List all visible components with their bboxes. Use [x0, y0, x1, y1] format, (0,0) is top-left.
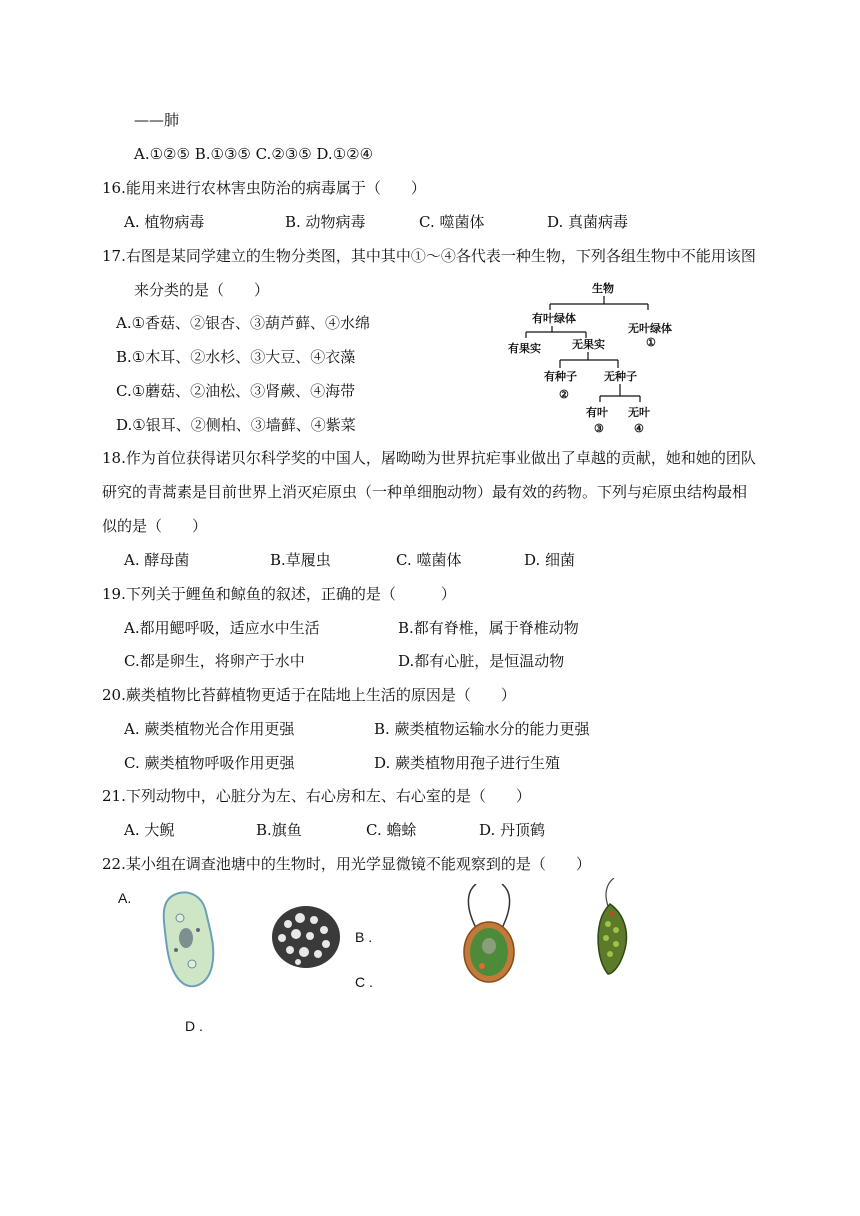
q19-option-b: B.都有脊椎，属于脊椎动物 [398, 619, 579, 637]
q16-option-d: D. 真菌病毒 [547, 213, 629, 231]
q18-stem-line3: 似的是（ ） [102, 517, 208, 535]
tree-node-nofruit: 无果实 [572, 338, 605, 351]
q21-option-d: D. 丹顶鹤 [479, 821, 546, 839]
tree-node-noleaf: 无叶 [628, 406, 650, 419]
tree-node-seed: 有种子 [544, 370, 577, 383]
q22-option-b-label: B . [355, 929, 373, 945]
tree-node-noseed: 无种子 [604, 370, 637, 383]
q20-option-b: B. 蕨类植物运输水分的能力更强 [374, 720, 590, 738]
chlamydomonas-image [446, 884, 536, 984]
tree-node-fruit: 有果实 [508, 342, 541, 355]
q19-stem: 19.下列关于鲤鱼和鲸鱼的叙述，正确的是（ ） [102, 585, 456, 603]
q20-stem: 20.蕨类植物比苔藓植物更适于在陆地上生活的原因是（ ） [102, 686, 516, 704]
q22-stem: 22.某小组在调查池塘中的生物时，用光学显微镜不能观察到的是（ ） [102, 855, 591, 873]
q17-option-d: D.①银耳、②侧柏、③墙藓、④紫菜 [116, 416, 356, 434]
q18-stem-line1: 18.作为首位获得诺贝尔科学奖的中国人，屠呦呦为世界抗疟事业做出了卓越的贡献，她和她的团队 [102, 449, 756, 467]
q18-stem-line2: 研究的青蒿素是目前世界上消灭疟原虫（一种单细胞动物）最有效的药物。下列与疟原虫结构最相 [102, 483, 748, 501]
q19-option-d: D.都有心脏，是恒温动物 [398, 652, 565, 670]
q20-option-d: D. 蕨类植物用孢子进行生殖 [374, 754, 561, 772]
q18-option-b: B.草履虫 [270, 551, 331, 569]
tree-node-root: 生物 [592, 282, 614, 295]
q22-option-a-label: A. [118, 890, 132, 906]
q16-stem: 16.能用来进行农林害虫防治的病毒属于（ ） [102, 179, 426, 197]
q18-option-d: D. 细菌 [524, 551, 576, 569]
q21-option-c: C. 蟾蜍 [366, 821, 417, 839]
q17-option-c: C.①蘑菇、②油松、③肾蕨、④海带 [116, 382, 356, 400]
q16-option-c: C. 噬菌体 [419, 213, 485, 231]
q20-option-c: C. 蕨类植物呼吸作用更强 [124, 754, 295, 772]
tree-num-4: ④ [634, 422, 644, 435]
paramecium-image [158, 888, 220, 992]
q17-option-b: B.①木耳、②水杉、③大豆、④衣藻 [116, 348, 356, 366]
q19-option-a: A.都用鳃呼吸，适应水中生活 [124, 619, 320, 637]
q17-stem-line2: 来分类的是（ ） [134, 281, 270, 299]
q22-option-c-label: C . [355, 974, 373, 990]
euglena-image [590, 878, 636, 978]
q15-tail: ——肺 [134, 111, 180, 129]
q16-option-a: A. 植物病毒 [124, 213, 205, 231]
tree-node-leaf: 有叶 [586, 406, 608, 419]
q20-option-a: A. 蕨类植物光合作用更强 [124, 720, 295, 738]
q21-stem: 21.下列动物中，心脏分为左、右心房和左、右心室的是（ ） [102, 787, 531, 805]
tree-num-2: ② [559, 388, 569, 401]
tree-node-nogreen: 无叶绿体 [628, 322, 672, 335]
tree-num-3: ③ [594, 422, 604, 435]
q17-stem-line1: 17.右图是某同学建立的生物分类图，其中其中①～④各代表一种生物，下列各组生物中不能用该图 [102, 247, 756, 265]
classification-tree-diagram [500, 280, 700, 440]
q22-option-d-label: D . [185, 1018, 203, 1034]
q18-option-a: A. 酵母菌 [124, 551, 190, 569]
q15-options: A.①②⑤ B.①③⑤ C.②③⑤ D.①②④ [134, 145, 374, 163]
q19-option-c: C.都是卵生，将卵产于水中 [124, 652, 305, 670]
q16-option-b: B. 动物病毒 [285, 213, 366, 231]
q18-option-c: C. 噬菌体 [396, 551, 462, 569]
q21-option-b: B.旗鱼 [256, 821, 302, 839]
q17-option-a: A.①香菇、②银杏、③葫芦藓、④水绵 [116, 314, 371, 332]
tree-num-1: ① [646, 336, 656, 349]
q21-option-a: A. 大鲵 [124, 821, 175, 839]
tree-node-green: 有叶绿体 [532, 312, 576, 325]
virus-particle-image [268, 902, 344, 972]
